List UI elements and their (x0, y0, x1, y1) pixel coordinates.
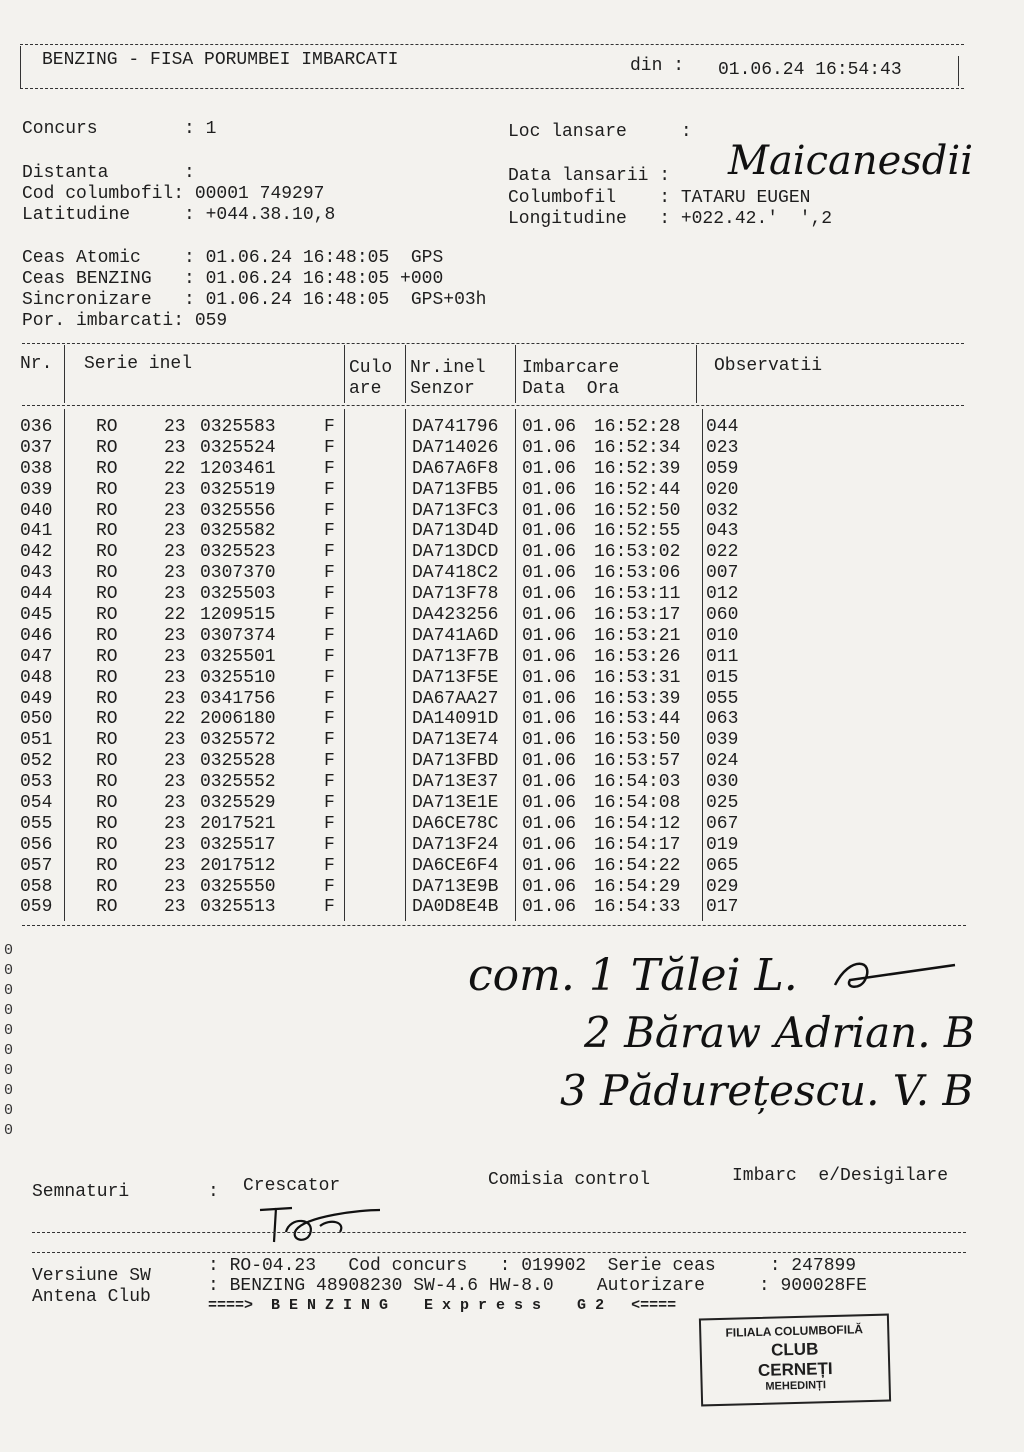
cell-sex: F (324, 646, 335, 667)
margin-mark: 0 (4, 942, 14, 959)
cell-nr: 053 (20, 772, 53, 793)
cell-nr: 044 (20, 584, 53, 605)
cell-sex: F (324, 521, 335, 542)
col-divider (696, 345, 697, 403)
cell-ring: 0325517 (200, 834, 276, 855)
cell-observatii: 012 (706, 584, 739, 605)
cell-year: 23 (164, 417, 186, 437)
cell-sex: F (324, 563, 335, 584)
cell-observatii: 060 (706, 605, 739, 626)
cell-sensor: DA741796 (412, 417, 499, 437)
cell-sensor: DA0D8E4B (412, 897, 499, 918)
cell-year: 23 (164, 897, 186, 918)
margin-mark: 0 (4, 1082, 14, 1099)
cell-time: 16:54:33 (594, 897, 681, 918)
cell-ring: 0325550 (200, 876, 276, 897)
club-stamp (699, 1314, 891, 1407)
table-header-bottom-rule (22, 405, 964, 406)
cell-date: 01.06 (522, 793, 577, 814)
margin-mark: 0 (4, 1002, 14, 1019)
cell-date: 01.06 (522, 646, 577, 667)
cell-nr: 043 (20, 563, 53, 584)
versiune-sw-label: Versiune SW (32, 1266, 151, 1286)
cell-ring: 0325510 (200, 667, 276, 688)
longitudine-field: Longitudine : +022.42.' ',2 (508, 209, 833, 229)
margin-mark: 0 (4, 1022, 14, 1039)
cell-country: RO (96, 876, 118, 897)
cell-observatii: 019 (706, 834, 739, 855)
cell-time: 16:53:11 (594, 584, 681, 605)
porumbei-imbarcati-line: Por. imbarcati: 059 (22, 311, 228, 331)
cell-nr: 041 (20, 521, 53, 542)
cell-country: RO (96, 751, 118, 772)
cell-observatii: 044 (706, 417, 739, 437)
cell-date: 01.06 (522, 479, 577, 500)
cell-ring: 0325503 (200, 584, 276, 605)
cell-nr: 049 (20, 688, 53, 709)
cell-sensor: DA713FB5 (412, 479, 499, 500)
handwritten-note-2: 2 Băraw Adrian. B (584, 1008, 975, 1057)
cell-time: 16:53:39 (594, 688, 681, 709)
cell-observatii: 063 (706, 709, 739, 730)
cell-time: 16:52:55 (594, 521, 681, 542)
cell-nr: 040 (20, 500, 53, 521)
cell-date: 01.06 (522, 813, 577, 834)
cell-sensor: DA67A6F8 (412, 458, 499, 479)
date-value: 01.06.24 16:54:43 (718, 60, 902, 80)
cell-sex: F (324, 855, 335, 876)
cell-sensor: DA713F78 (412, 584, 499, 605)
cell-sex: F (324, 417, 335, 437)
cell-observatii: 029 (706, 876, 739, 897)
cell-nr: 042 (20, 542, 53, 563)
cell-country: RO (96, 709, 118, 730)
handwritten-scribble (830, 950, 960, 1000)
cell-country: RO (96, 793, 118, 814)
cell-sex: F (324, 605, 335, 626)
cell-nr: 037 (20, 437, 53, 458)
cell-nr: 050 (20, 709, 53, 730)
cell-nr: 045 (20, 605, 53, 626)
cell-sensor: DA67AA27 (412, 688, 499, 709)
ceas-benzing-line: Ceas BENZING : 01.06.24 16:48:05 +000 (22, 269, 444, 289)
crescator-signature (250, 1196, 390, 1248)
col-header-culoare-2: are (349, 379, 382, 399)
cell-time: 16:53:21 (594, 625, 681, 646)
cell-observatii: 055 (706, 688, 739, 709)
cell-sex: F (324, 479, 335, 500)
cell-sensor: DA7418C2 (412, 563, 499, 584)
cell-year: 22 (164, 605, 186, 626)
cell-date: 01.06 (522, 667, 577, 688)
cell-year: 23 (164, 876, 186, 897)
cell-date: 01.06 (522, 500, 577, 521)
cell-observatii: 010 (706, 625, 739, 646)
cell-ring: 0325513 (200, 897, 276, 918)
semnaturi-label: Semnaturi (32, 1182, 130, 1202)
loc-lansare-field: Loc lansare : (508, 122, 692, 142)
crescator-label: Crescator (243, 1176, 341, 1196)
cell-ring: 0325524 (200, 437, 276, 458)
cell-year: 23 (164, 772, 186, 793)
margin-mark: 0 (4, 1042, 14, 1059)
cell-country: RO (96, 667, 118, 688)
cell-observatii: 039 (706, 730, 739, 751)
cell-ring: 2017521 (200, 813, 276, 834)
col-header-nrinel-2: Senzor (410, 379, 475, 399)
cell-sex: F (324, 625, 335, 646)
cell-date: 01.06 (522, 730, 577, 751)
cell-country: RO (96, 542, 118, 563)
cell-date: 01.06 (522, 897, 577, 918)
cell-date: 01.06 (522, 834, 577, 855)
cell-sex: F (324, 897, 335, 918)
cell-nr: 039 (20, 479, 53, 500)
cell-country: RO (96, 646, 118, 667)
cell-sensor: DA6CE6F4 (412, 855, 499, 876)
cell-observatii: 020 (706, 479, 739, 500)
cell-observatii: 043 (706, 521, 739, 542)
cell-observatii: 025 (706, 793, 739, 814)
cell-ring: 0325528 (200, 751, 276, 772)
cell-sex: F (324, 709, 335, 730)
footer-line-3: ====> B E N Z I N G E x p r e s s G 2 <==== (208, 1297, 677, 1314)
loc-lansare-handwritten: Maicanesdii (728, 138, 973, 184)
cell-year: 23 (164, 625, 186, 646)
cell-nr: 051 (20, 730, 53, 751)
cell-sex: F (324, 793, 335, 814)
cell-nr: 058 (20, 876, 53, 897)
comisia-control-label: Comisia control (488, 1170, 651, 1190)
ceas-atomic-line: Ceas Atomic : 01.06.24 16:48:05 GPS (22, 248, 444, 268)
col-header-culoare-1: Culo (349, 358, 393, 378)
data-lansarii-field: Data lansarii : (508, 166, 671, 186)
margin-mark: 0 (4, 1122, 14, 1139)
cell-ring: 2006180 (200, 709, 276, 730)
col-divider (64, 345, 65, 403)
cell-ring: 0307374 (200, 625, 276, 646)
footer-top-rule (32, 1232, 966, 1233)
handwritten-note-3: 3 Pădurețescu. V. B (560, 1066, 974, 1115)
body-col-divider (702, 409, 703, 921)
cell-country: RO (96, 521, 118, 542)
cell-time: 16:52:34 (594, 437, 681, 458)
cell-year: 23 (164, 813, 186, 834)
cell-sex: F (324, 813, 335, 834)
cell-sensor: DA741A6D (412, 625, 499, 646)
stamp-line-3: CERNEȚI (757, 1359, 833, 1380)
cell-observatii: 030 (706, 772, 739, 793)
cell-nr: 046 (20, 625, 53, 646)
cell-time: 16:52:50 (594, 500, 681, 521)
cell-ring: 0325582 (200, 521, 276, 542)
cell-year: 22 (164, 458, 186, 479)
cell-time: 16:54:08 (594, 793, 681, 814)
cell-nr: 055 (20, 813, 53, 834)
cell-ring: 2017512 (200, 855, 276, 876)
cell-date: 01.06 (522, 605, 577, 626)
col-header-imbarcare-2: Data Ora (522, 379, 620, 399)
footer-line-1: : RO-04.23 Cod concurs : 019902 Serie ceas : 247899 (208, 1256, 857, 1276)
cell-observatii: 007 (706, 563, 739, 584)
stamp-line-4: MEHEDINȚI (765, 1379, 827, 1393)
table-bottom-rule (22, 925, 966, 926)
cell-sex: F (324, 584, 335, 605)
document-title: BENZING - FISA PORUMBEI IMBARCATI (42, 50, 399, 70)
imbarcare-desigilare-label: Imbarc e/Desigilare (732, 1166, 949, 1186)
cell-year: 23 (164, 521, 186, 542)
cell-date: 01.06 (522, 751, 577, 772)
concurs-field: Concurs : 1 (22, 119, 217, 139)
cell-sex: F (324, 437, 335, 458)
cell-ring: 0325572 (200, 730, 276, 751)
cell-country: RO (96, 479, 118, 500)
cell-country: RO (96, 625, 118, 646)
cell-country: RO (96, 458, 118, 479)
antena-club-label: Antena Club (32, 1287, 151, 1307)
col-header-imbarcare-1: Imbarcare (522, 358, 620, 378)
cell-observatii: 067 (706, 813, 739, 834)
cell-sensor: DA713FBD (412, 751, 499, 772)
cell-year: 23 (164, 479, 186, 500)
cell-date: 01.06 (522, 709, 577, 730)
cell-date: 01.06 (522, 417, 577, 437)
cell-date: 01.06 (522, 584, 577, 605)
cell-observatii: 023 (706, 437, 739, 458)
cell-sex: F (324, 730, 335, 751)
cell-sensor: DA713FC3 (412, 500, 499, 521)
cell-country: RO (96, 813, 118, 834)
stamp-line-1: FILIALA COLUMBOFILĂ (725, 1322, 864, 1340)
cell-time: 16:53:02 (594, 542, 681, 563)
cell-sex: F (324, 772, 335, 793)
cell-year: 23 (164, 500, 186, 521)
cell-date: 01.06 (522, 521, 577, 542)
cell-observatii: 017 (706, 897, 739, 918)
latitudine-field: Latitudine : +044.38.10,8 (22, 205, 336, 225)
col-header-observatii: Observatii (714, 356, 823, 376)
footer-line-2: : BENZING 48908230 SW-4.6 HW-8.0 Autorizare : 900028FE (208, 1276, 867, 1296)
cell-year: 23 (164, 793, 186, 814)
cell-observatii: 024 (706, 751, 739, 772)
cell-nr: 036 (20, 417, 53, 437)
cell-time: 16:53:17 (594, 605, 681, 626)
cell-year: 23 (164, 542, 186, 563)
cell-sex: F (324, 542, 335, 563)
cell-country: RO (96, 897, 118, 918)
col-header-nrinel-1: Nr.inel (410, 358, 486, 378)
cell-nr: 048 (20, 667, 53, 688)
cell-sensor: DA713F24 (412, 834, 499, 855)
cell-ring: 0325583 (200, 417, 276, 437)
cell-year: 23 (164, 563, 186, 584)
cell-year: 23 (164, 855, 186, 876)
cell-time: 16:54:12 (594, 813, 681, 834)
cell-nr: 056 (20, 834, 53, 855)
cell-ring: 0325556 (200, 500, 276, 521)
cell-time: 16:53:26 (594, 646, 681, 667)
body-col-divider (405, 409, 406, 921)
cell-sensor: DA713E37 (412, 772, 499, 793)
cell-date: 01.06 (522, 772, 577, 793)
cell-sex: F (324, 751, 335, 772)
cell-nr: 038 (20, 458, 53, 479)
cell-observatii: 022 (706, 542, 739, 563)
cell-ring: 0307370 (200, 563, 276, 584)
cell-date: 01.06 (522, 563, 577, 584)
body-col-divider (515, 409, 516, 921)
cell-observatii: 011 (706, 646, 739, 667)
cell-sex: F (324, 458, 335, 479)
cell-sensor: DA713D4D (412, 521, 499, 542)
cell-time: 16:54:17 (594, 834, 681, 855)
margin-mark: 0 (4, 1102, 14, 1119)
col-header-nr: Nr. (20, 354, 53, 374)
cell-country: RO (96, 688, 118, 709)
margin-mark: 0 (4, 982, 14, 999)
cell-observatii: 032 (706, 500, 739, 521)
cell-sex: F (324, 876, 335, 897)
cell-sex: F (324, 500, 335, 521)
cell-country: RO (96, 730, 118, 751)
cell-sensor: DA713E1E (412, 793, 499, 814)
body-col-divider (344, 409, 345, 921)
stamp-line-2: CLUB (770, 1339, 819, 1360)
cell-ring: 1203461 (200, 458, 276, 479)
handwritten-note-1: com. 1 Tălei L. (468, 950, 798, 1001)
cell-sensor: DA714026 (412, 437, 499, 458)
header-bottom-rule (20, 88, 964, 89)
col-divider (405, 345, 406, 403)
columbofil-field: Columbofil : TATARU EUGEN (508, 188, 811, 208)
cell-country: RO (96, 563, 118, 584)
cell-date: 01.06 (522, 688, 577, 709)
cell-time: 16:54:22 (594, 855, 681, 876)
cell-nr: 057 (20, 855, 53, 876)
cell-sensor: DA713F5E (412, 667, 499, 688)
cell-year: 23 (164, 667, 186, 688)
cell-date: 01.06 (522, 625, 577, 646)
cell-ring: 1209515 (200, 605, 276, 626)
cell-observatii: 065 (706, 855, 739, 876)
header-right-border (958, 56, 959, 86)
cell-time: 16:53:44 (594, 709, 681, 730)
cell-sensor: DA14091D (412, 709, 499, 730)
cell-country: RO (96, 584, 118, 605)
cell-time: 16:53:06 (594, 563, 681, 584)
cell-observatii: 015 (706, 667, 739, 688)
col-divider (344, 345, 345, 403)
cell-sensor: DA713F7B (412, 646, 499, 667)
cell-date: 01.06 (522, 855, 577, 876)
cell-ring: 0341756 (200, 688, 276, 709)
cell-time: 16:53:50 (594, 730, 681, 751)
cell-country: RO (96, 605, 118, 626)
margin-mark: 0 (4, 962, 14, 979)
cell-ring: 0325529 (200, 793, 276, 814)
sincronizare-line: Sincronizare : 01.06.24 16:48:05 GPS+03h (22, 290, 487, 310)
cell-date: 01.06 (522, 542, 577, 563)
cell-time: 16:53:31 (594, 667, 681, 688)
cell-time: 16:54:03 (594, 772, 681, 793)
cell-ring: 0325501 (200, 646, 276, 667)
cell-sensor: DA713DCD (412, 542, 499, 563)
cell-nr: 059 (20, 897, 53, 918)
distanta-field: Distanta : (22, 163, 195, 183)
cell-ring: 0325552 (200, 772, 276, 793)
cell-time: 16:53:57 (594, 751, 681, 772)
cell-year: 22 (164, 709, 186, 730)
cell-nr: 052 (20, 751, 53, 772)
semnaturi-colon: : (208, 1182, 219, 1202)
cell-country: RO (96, 437, 118, 458)
cell-country: RO (96, 834, 118, 855)
cell-date: 01.06 (522, 437, 577, 458)
cell-sensor: DA423256 (412, 605, 499, 626)
cell-date: 01.06 (522, 876, 577, 897)
cod-columbofil-field: Cod columbofil: 00001 749297 (22, 184, 325, 204)
table-header-top-rule (22, 343, 964, 344)
cell-ring: 0325519 (200, 479, 276, 500)
cell-year: 23 (164, 834, 186, 855)
cell-year: 23 (164, 751, 186, 772)
cell-time: 16:52:44 (594, 479, 681, 500)
cell-year: 23 (164, 646, 186, 667)
cell-country: RO (96, 772, 118, 793)
cell-sex: F (324, 688, 335, 709)
margin-mark: 0 (4, 1062, 14, 1079)
footer-rule (32, 1252, 966, 1253)
cell-nr: 047 (20, 646, 53, 667)
cell-time: 16:52:28 (594, 417, 681, 437)
cell-time: 16:54:29 (594, 876, 681, 897)
body-col-divider (64, 409, 65, 921)
cell-ring: 0325523 (200, 542, 276, 563)
cell-sex: F (324, 667, 335, 688)
date-label: din : (630, 56, 685, 76)
cell-time: 16:52:39 (594, 458, 681, 479)
cell-nr: 054 (20, 793, 53, 814)
cell-country: RO (96, 855, 118, 876)
cell-year: 23 (164, 584, 186, 605)
header-left-border (20, 46, 21, 88)
cell-year: 23 (164, 688, 186, 709)
cell-sensor: DA713E9B (412, 876, 499, 897)
cell-year: 23 (164, 437, 186, 458)
cell-date: 01.06 (522, 458, 577, 479)
cell-observatii: 059 (706, 458, 739, 479)
cell-year: 23 (164, 730, 186, 751)
cell-sensor: DA6CE78C (412, 813, 499, 834)
cell-sensor: DA713E74 (412, 730, 499, 751)
col-header-serie: Serie inel (84, 354, 193, 374)
col-divider (515, 345, 516, 403)
header-top-rule (20, 44, 964, 45)
cell-sex: F (324, 834, 335, 855)
cell-country: RO (96, 500, 118, 521)
cell-country: RO (96, 417, 118, 437)
